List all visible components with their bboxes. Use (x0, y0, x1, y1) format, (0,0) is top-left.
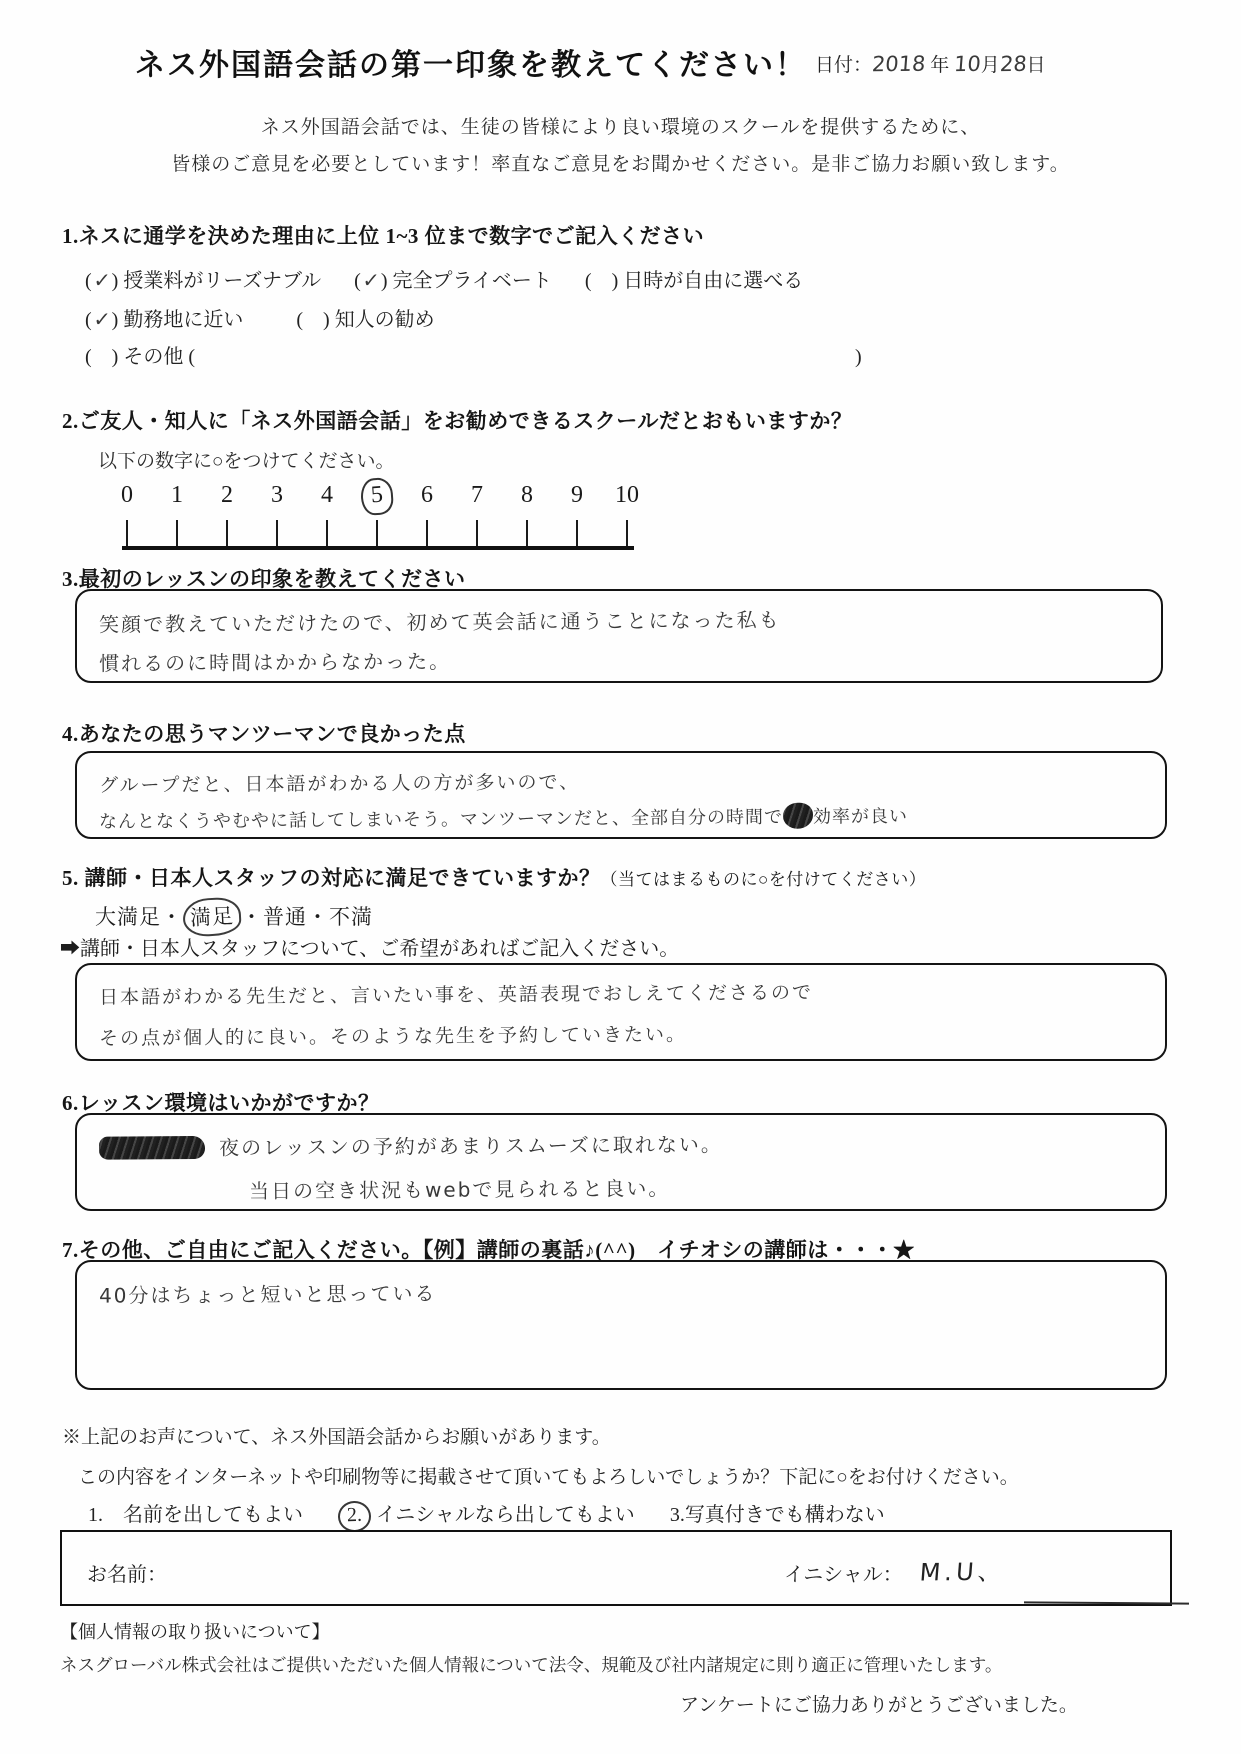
year-unit: 年 (930, 55, 950, 76)
question-6-title: 6.レッスン環境はいかがですか？ (62, 1091, 380, 1115)
q1-option-near-work: (✓) 勤務地に近い (85, 306, 244, 332)
handwritten-answer: 笑顔で教えていただけたので、初めて英会話に通うことになった私も (98, 607, 781, 637)
handwritten-year: 2018 (871, 51, 927, 77)
consent-option-3: 3.写真付きでも構わない (669, 1504, 885, 1526)
scribble-redaction (99, 1136, 205, 1160)
scale-tick-marks (102, 520, 652, 546)
scale-6: 6 (421, 482, 433, 508)
consent-option-2-circled: 2. (337, 1500, 371, 1532)
scale-8: 8 (521, 482, 533, 508)
date-field (815, 50, 1045, 77)
answer-box-7 (75, 1260, 1167, 1390)
question-4-title: 4.あなたの思うマンツーマンで良かった点 (62, 722, 466, 746)
scale-5-selected (352, 482, 402, 515)
intro-line-1: ネス外国語会話では、生徒の皆様により良い環境のスクールを提供するために、 (260, 117, 981, 138)
privacy-title: 【個人情報の取り扱いについて】 (60, 1622, 330, 1642)
handwritten-answer: その点が個人的に良い。そのような先生を予約していきたい。 (98, 1023, 688, 1050)
rating-fuman: 不満 (329, 905, 373, 929)
question-5-title: 5. 講師・日本人スタッフの対応に満足できていますか？（当てはまるものに○を付けてください） (62, 866, 927, 890)
q1-option-recommendation: ( ) 知人の勧め (296, 309, 435, 331)
q1-option-private: (✓) 完全プライベート (354, 267, 552, 293)
question-2-title: 2.ご友人・知人に「ネス外国語会話」をお勧めできるスクールだとおもいますか？ (62, 409, 853, 433)
handwritten-answer: 日本語がわかる先生だと、言いたい事を、英語表現でおしえてくださるので (98, 981, 814, 1009)
scale-2: 2 (221, 482, 233, 508)
form-title: ネス外国語会話の第一印象を教えてください！ (135, 49, 807, 82)
consent-option-1: 1. 名前を出してもよい (88, 1504, 303, 1526)
thanks-message: アンケートにご協力ありがとうございました。 (680, 1695, 1078, 1716)
handwritten-answer: グループだと、日本語がわかる人の方が多いので、 (98, 771, 581, 797)
checkmark: ✓ (361, 267, 381, 293)
scale-9: 9 (571, 482, 583, 508)
handwritten-circle: 5 (360, 477, 395, 516)
q1-option-schedule: ( ) 日時が自由に選べる (584, 270, 804, 292)
question-1-title: 1.ネスに通学を決めた理由に上位 1~3 位まで数字でご記入ください (62, 224, 705, 248)
rating-daimanzoku: 大満足 (95, 905, 161, 929)
handwritten-answer: 40分はちょっと短いと思っている (98, 1281, 437, 1308)
handwritten-answer: 慣れるのに時間はかからなかった。 (98, 649, 452, 676)
nps-scale-numbers (102, 482, 652, 515)
month-unit: 月 (980, 55, 1000, 76)
question-3-title: 3.最初のレッスンの印象を教えてください (62, 567, 466, 591)
intro-line-2: 皆様のご意見を必要としています！率直なご意見をお聞かせください。是非ご協力お願い致します。 (171, 154, 1070, 175)
q2-instruction: 以下の数字に○をつけてください。 (98, 451, 395, 472)
q5-note: （当てはまるものに○を付けてください） (600, 870, 927, 889)
date-label: 日付： (815, 55, 873, 76)
scale-4: 4 (321, 482, 333, 508)
answer-box-4 (75, 751, 1167, 839)
privacy-body: ネスグローバル株式会社はご提供いただいた個人情報について法令、規範及び社内諸規定に則り適正に管理いたします。 (60, 1655, 1003, 1675)
q1-option-row-1 (85, 264, 831, 293)
handwritten-initials: M.U、 (918, 1557, 1007, 1587)
answer-box-6 (75, 1113, 1167, 1211)
handwritten-answer: 夜のレッスンの予約があまりスムーズに取れない。 (99, 1125, 1143, 1161)
footer-note-1: ※上記のお声について、ネス外国語会話からお願いがあります。 (62, 1427, 611, 1448)
q1-option-reasonable: (✓) 授業料がリーズナブル (85, 267, 322, 293)
scribble-redaction (783, 803, 813, 829)
checkmark: ✓ (92, 306, 111, 332)
stray-pen-line (1024, 1601, 1189, 1604)
handwritten-month: 10 (953, 51, 982, 77)
name-label: お名前： (87, 1564, 167, 1586)
scale-3: 3 (271, 482, 283, 508)
rating-manzoku-circled: 満足 (182, 897, 242, 938)
q1-option-other: ( ) その他 ( ) (85, 346, 862, 368)
handwritten-answer: 当日の空き状況もwebで見られると良い。 (248, 1176, 671, 1204)
answer-box-5 (75, 963, 1167, 1061)
initial-label: イニシャル： (784, 1564, 903, 1586)
handwritten-day: 28 (998, 51, 1028, 77)
consent-option-2-label: イニシャルなら出してもよい (376, 1504, 635, 1526)
scale-7: 7 (471, 482, 483, 508)
scale-1: 1 (171, 482, 183, 508)
handwritten-answer: なんとなくうやむやに話してしまいそう。マンツーマンだと、全部自分の時間で 効率が良い (99, 800, 1143, 833)
scale-10: 10 (615, 482, 639, 508)
answer-box-3 (75, 589, 1163, 683)
rating-futsuu: 普通 (263, 905, 307, 929)
day-unit: 日 (1026, 55, 1046, 76)
q5-rating-options: 大満足・ 満足 ・普通・不満 (95, 898, 373, 936)
question-7-title: 7.その他、ご自由にご記入ください。【例】講師の裏話♪(^^) イチオシの講師は・・・★ (62, 1238, 915, 1262)
q5-subtitle: ➡講師・日本人スタッフについて、ご希望があればご記入ください。 (60, 938, 680, 960)
consent-options (88, 1498, 885, 1532)
footer-note-2: この内容をインターネットや印刷物等に掲載させて頂いてもよろしいでしょうか？下記に○をお付けください。 (78, 1467, 1019, 1488)
scale-baseline (122, 546, 634, 550)
name-entry-box (60, 1530, 1172, 1606)
q1-option-row-2 (85, 303, 463, 332)
scale-0: 0 (121, 482, 133, 508)
checkmark: ✓ (92, 267, 111, 293)
